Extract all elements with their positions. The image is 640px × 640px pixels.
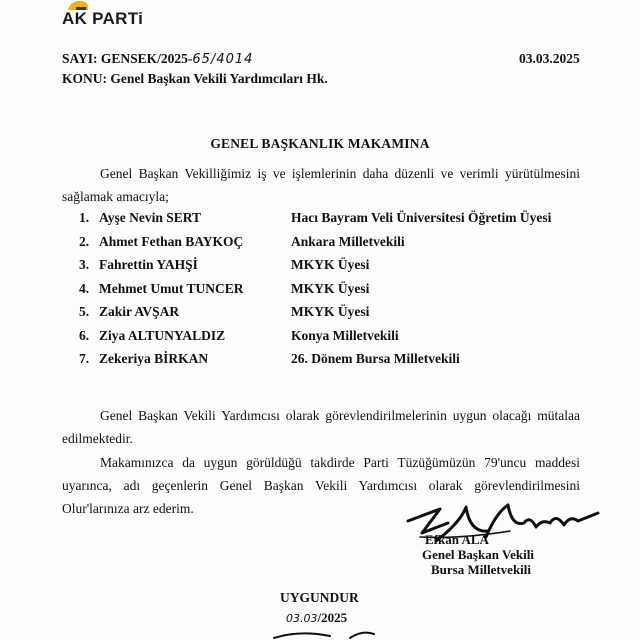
intro-paragraph: Genel Başkan Vekilliğimiz iş ve işlemlerinin daha düzenli ve verimli yürütülmesini sağlamak amacıyla; <box>62 166 580 204</box>
signatory-role: Genel Başkan Vekili <box>422 547 534 562</box>
appointee-list <box>62 210 582 375</box>
party-logo-text: AK PARTi <box>62 9 144 28</box>
reference-number <box>62 51 253 67</box>
item-number: 7. <box>79 351 90 366</box>
request-paragraph: Makamınızca da uygun görüldüğü takdirde Parti Tüzüğümüzün 79'uncu maddesi uyarınca, adı geçenlerin Genel Başkan Vekili Yardımcısı olarak görevlendirilmesini Olur'larınıza arz ederim. <box>62 455 580 516</box>
item-title: Ankara Milletvekili <box>291 233 405 249</box>
list-item <box>62 304 582 328</box>
item-title: MKYK Üyesi <box>291 280 370 296</box>
list-item <box>62 210 582 234</box>
opinion-paragraph: Genel Başkan Vekili Yardımcısı olarak görevlendirilmelerinin uygun olacağı mütalaa edilmektedir. <box>62 408 580 446</box>
document-date: 03.03.2025 <box>519 51 580 66</box>
item-number: 4. <box>79 280 90 296</box>
list-item <box>62 234 582 258</box>
item-title: MKYK Üyesi <box>291 304 370 319</box>
item-name: Fahrettin YAHŞİ <box>99 257 198 272</box>
item-name: Ziya ALTUNYALDIZ <box>99 327 226 343</box>
item-number: 1. <box>79 210 90 225</box>
reference-handwritten: 65/4014 <box>192 52 254 67</box>
approval-date <box>286 610 347 626</box>
approval-date-suffix: /2025 <box>317 610 348 625</box>
list-item <box>62 328 582 352</box>
approval-date-handwritten: 03.03 <box>286 612 318 625</box>
item-name: Mehmet Umut TUNCER <box>99 280 244 296</box>
item-title: 26. Dönem Bursa Milletvekili <box>291 351 460 366</box>
item-name: Zekeriya BİRKAN <box>99 351 209 366</box>
item-number: 3. <box>79 257 90 272</box>
approval-label: UYGUNDUR <box>280 590 359 605</box>
item-number: 6. <box>79 327 90 343</box>
item-name: Ahmet Fethan BAYKOÇ <box>99 233 244 249</box>
signatory-city: Bursa Milletvekili <box>431 562 532 577</box>
item-title: Konya Milletvekili <box>291 327 399 343</box>
addressee-heading: GENEL BAŞKANLIK MAKAMINA <box>210 136 430 151</box>
list-item <box>62 351 582 375</box>
subject-line: KONU: Genel Başkan Vekili Yardımcıları Hk. <box>62 71 328 86</box>
item-name: Zakir AVŞAR <box>99 304 180 319</box>
list-item <box>62 281 582 305</box>
item-number: 2. <box>79 233 90 249</box>
item-number: 5. <box>79 304 90 319</box>
reference-prefix: SAYI: GENSEK/2025- <box>62 51 193 66</box>
signatory-name: Efkan ALA <box>425 532 489 547</box>
item-name: Ayşe Nevin SERT <box>99 210 202 225</box>
item-title: MKYK Üyesi <box>291 257 370 272</box>
handwritten-signature <box>400 493 610 555</box>
item-title: Hacı Bayram Veli Üniversitesi Öğretim Üyesi <box>291 210 552 225</box>
approval-signature-stroke <box>270 628 380 640</box>
list-item <box>62 257 582 281</box>
